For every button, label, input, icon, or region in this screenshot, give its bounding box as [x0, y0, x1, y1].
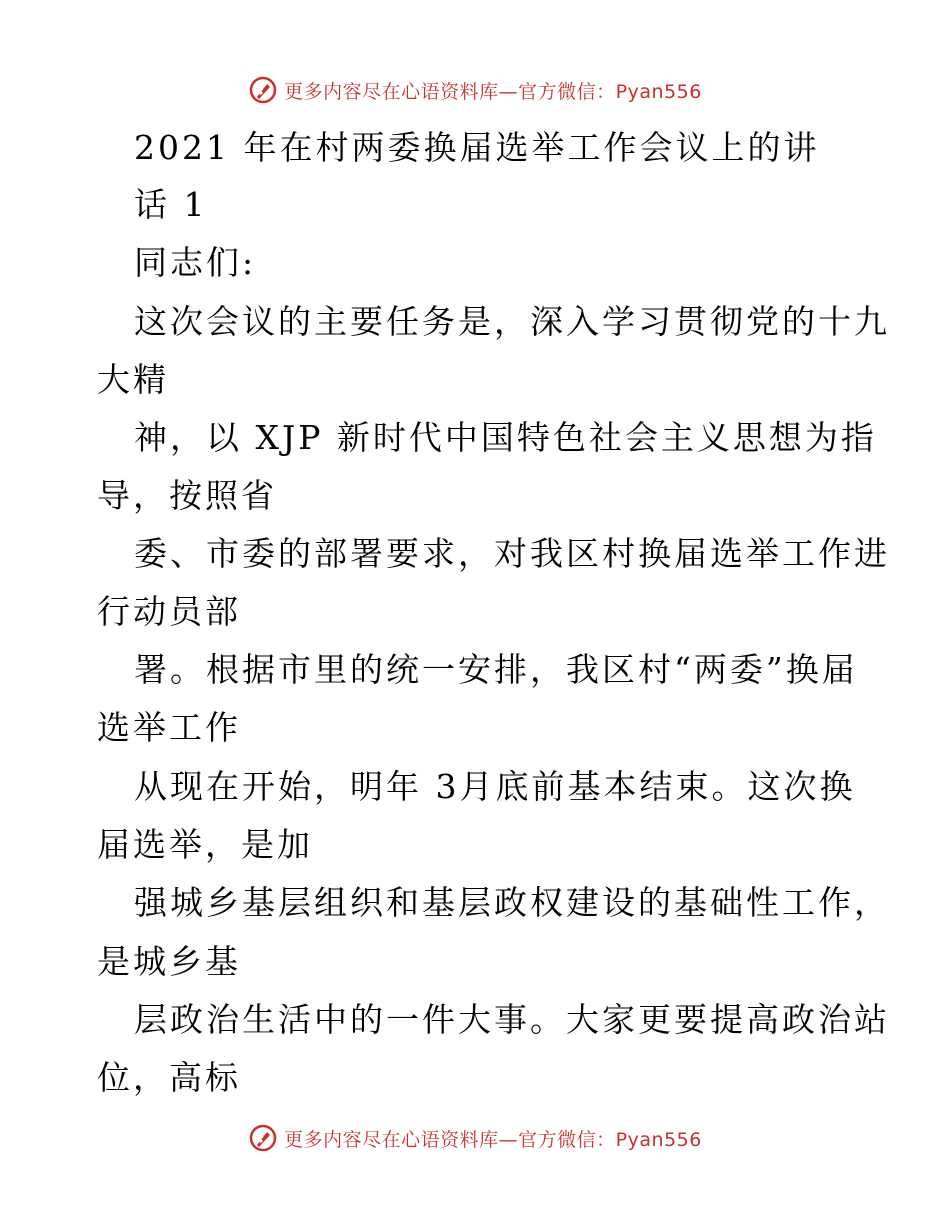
text-line: 选举工作 [97, 708, 241, 747]
text-line: 强城乡基层组织和基层政权建设的基础性工作， [134, 883, 890, 922]
title-line: 话 1 [134, 185, 208, 224]
text-line: 这次会议的主要任务是，深入学习贯彻党的十九 [134, 302, 890, 341]
watermark-text: 更多内容尽在心语资料库—官方微信：Pyan556 [284, 80, 702, 103]
text-line: 层政治生活中的一件大事。大家更要提高政治站 [134, 1000, 890, 1039]
text-line: 从现在开始，明年 3月底前基本结束。这次换 [134, 767, 856, 806]
text-line: 委、市委的部署要求，对我区村换届选举工作进 [134, 534, 890, 573]
text-line: 大精 [97, 360, 169, 399]
watermark-text: 更多内容尽在心语资料库—官方微信：Pyan556 [284, 1128, 702, 1151]
pen-nib-logo-icon [248, 1123, 278, 1153]
text-line: 署。根据市里的统一安排，我区村“两委”换届 [134, 650, 858, 689]
title-line: 2021 年在村两委换届选举工作会议上的讲 [134, 128, 820, 167]
text-line: 导，按照省 [97, 476, 277, 515]
text-line: 届选举，是加 [97, 825, 313, 864]
text-line: 位，高标 [97, 1058, 241, 1097]
text-line: 神，以 XJP 新时代中国特色社会主义思想为指 [134, 418, 877, 457]
footer-watermark [0, 1120, 950, 1156]
text-line: 是城乡基 [97, 942, 241, 981]
text-line: 行动员部 [97, 592, 241, 631]
text-line: 同志们: [134, 243, 257, 282]
